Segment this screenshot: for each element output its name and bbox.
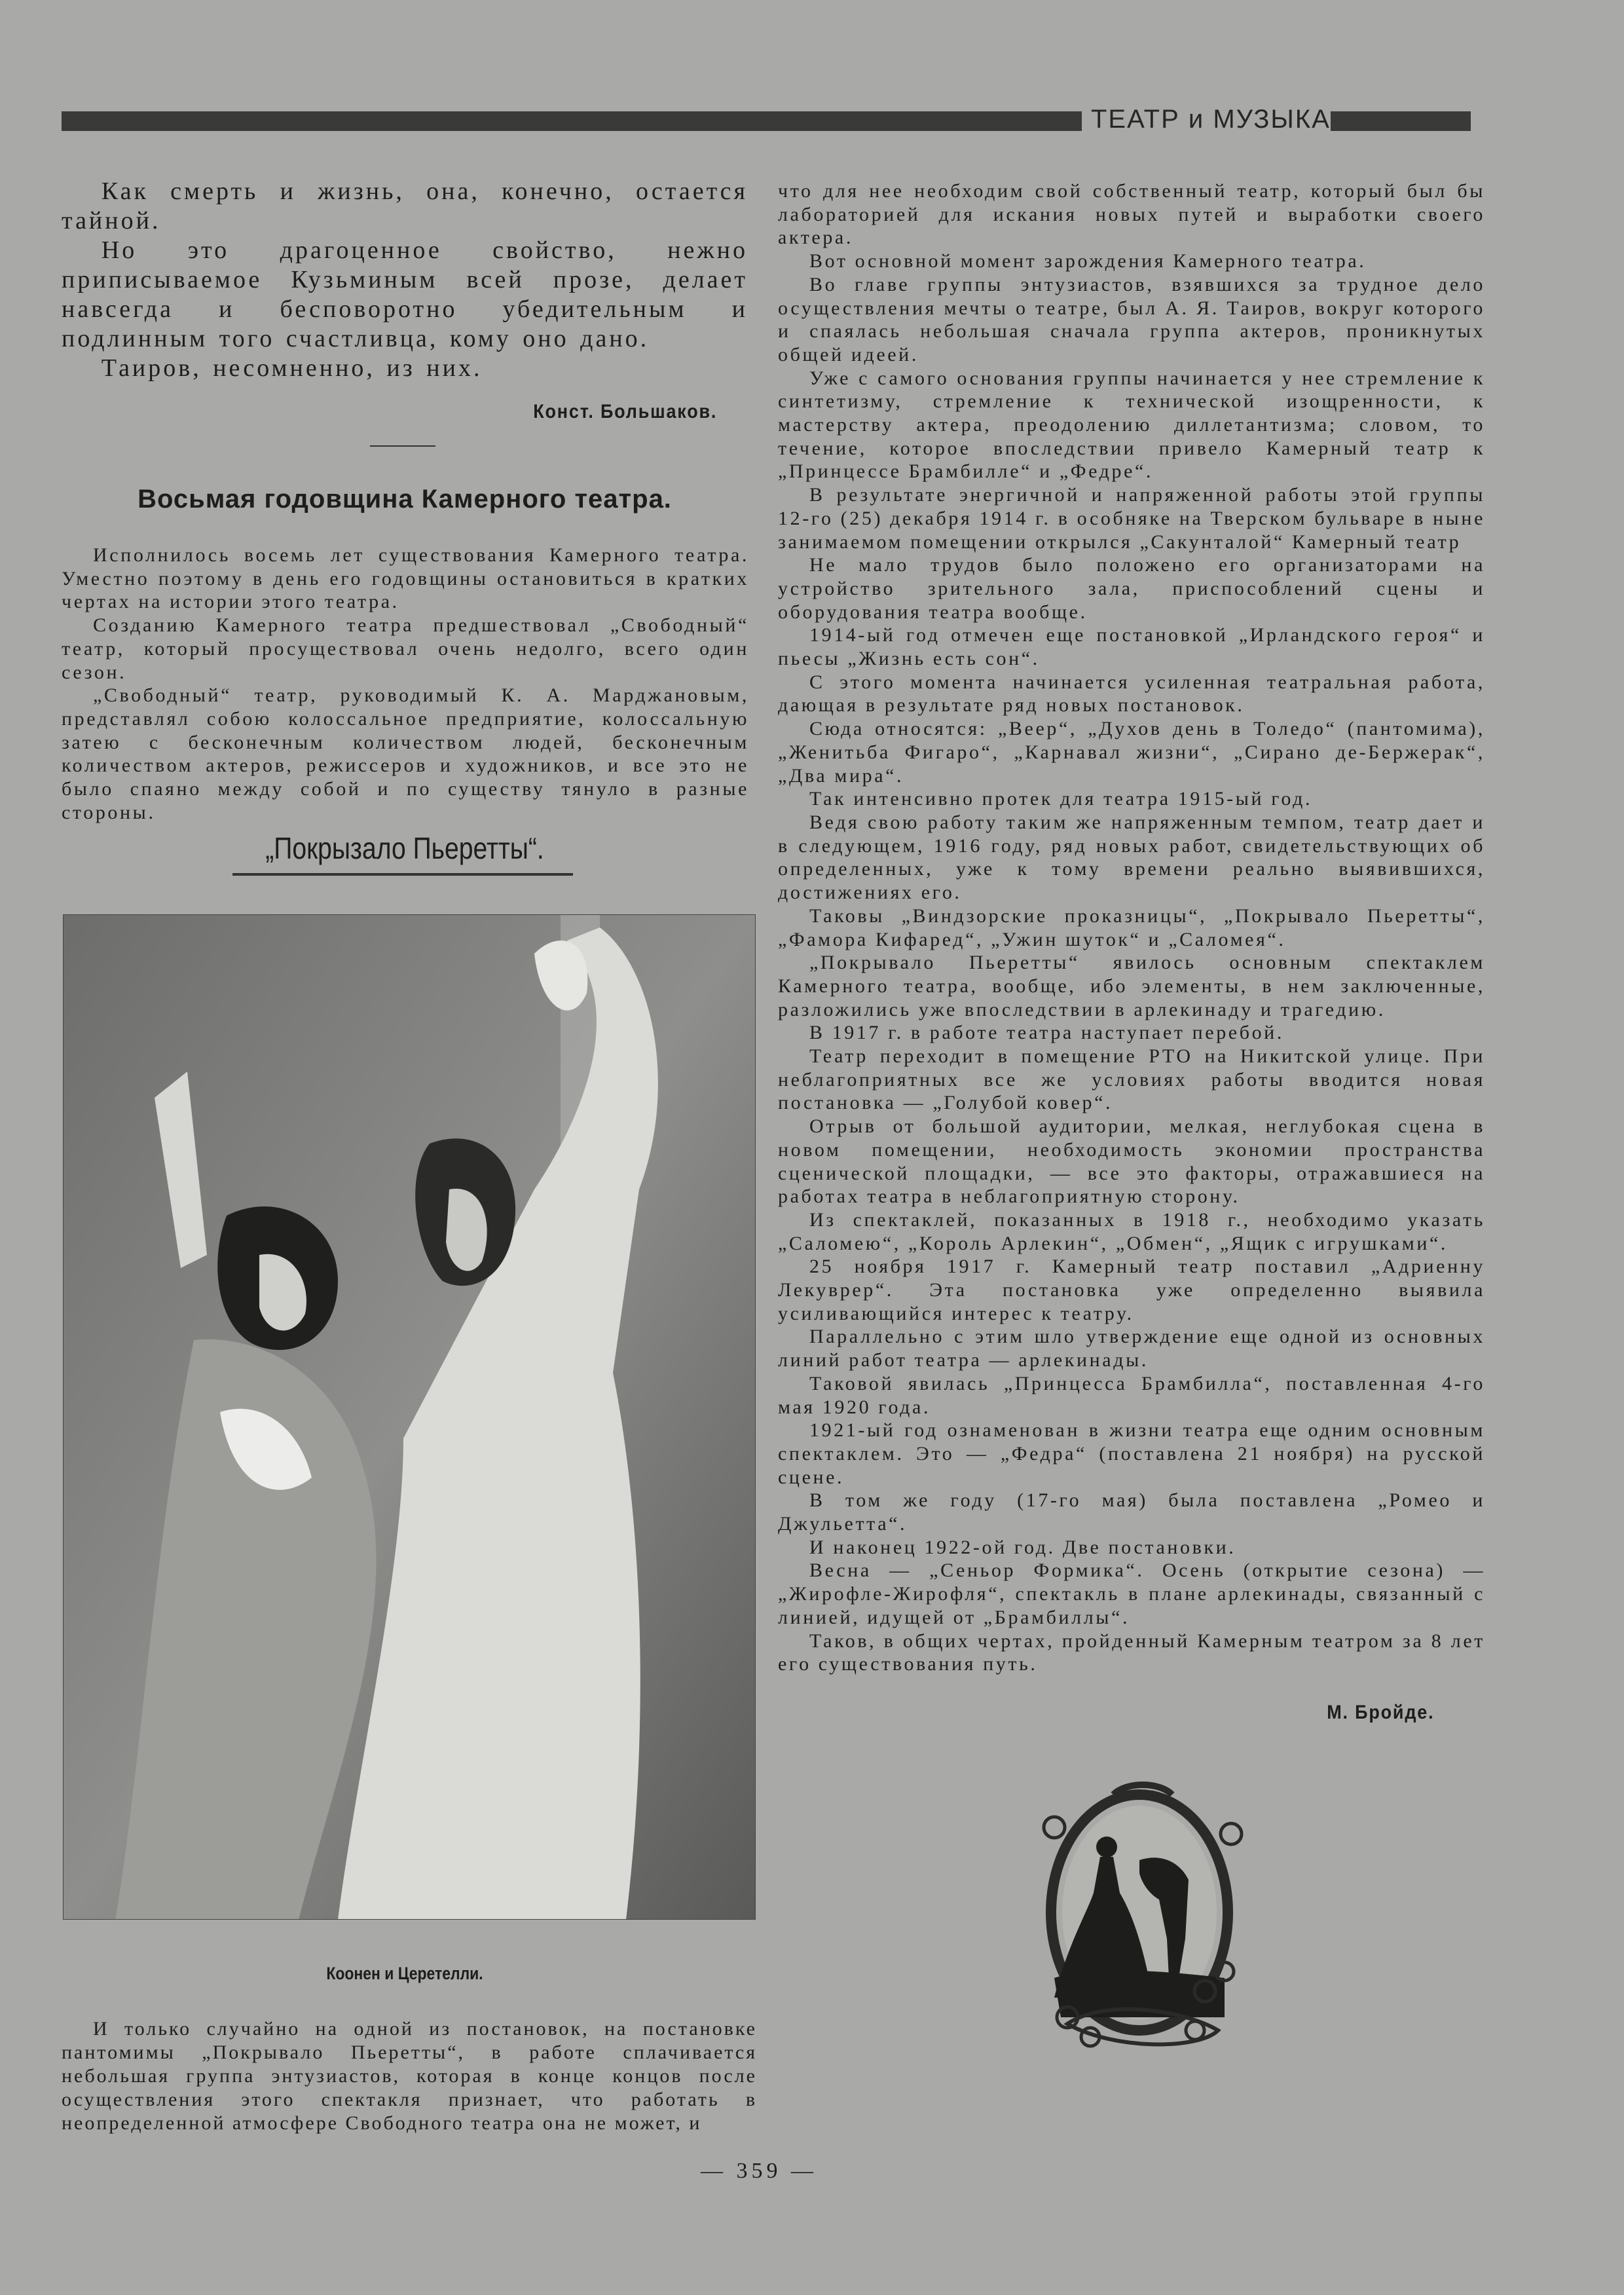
- paragraph: Весна — „Сеньор Формика“. Осень (открытие сезона) — „Жирофле-Жирофля“, спектакль в плане арлекинады, связанный с линией, идущей от „Брамбиллы“.: [778, 1559, 1485, 1628]
- section-title: ТЕАТР и МУЗЫКА: [1091, 105, 1331, 134]
- paragraph: „Свободный“ театр, руководимый К. А. Марджановым, представлял собою колоссальное предприятие, колоссальную затею с бесконечным количеством людей, бесконечным количеством актеров, режиссеров и художников, и все это не было спаяно между собой и по существу тянуло в разные стороны.: [62, 684, 749, 823]
- header-rule-left: [62, 111, 1082, 131]
- paragraph: Таиров, несомненно, из них.: [101, 354, 483, 382]
- photo-heading: „Покрызало Пьеретты“.: [265, 831, 544, 865]
- paragraph: „Покрывало Пьеретты“ явилось основным спектаклем Камерного театра, вообще, ибо элементы, в нем заключенные, разложились уже впоследствии в арлекинаду и трагедию.: [778, 952, 1485, 1020]
- photo-caption: Коонен и Церетелли.: [326, 1964, 483, 1983]
- paragraph: Но это драгоценное свойство, нежно приписываемое Кузьминым всей прозе, делает навсегда и бесповоротно убедительным и подлинным того счастливца, кому оно дано.: [62, 236, 748, 352]
- paragraph: И только случайно на одной из постановок, на постановке пантомимы „Покрывало Пьеретты“, в работе сплачивается небольшая группа энтузиастов, которая в конце концов после осуществления этого спектакля признает, что работать в неопределенной атмосфере Свободного театра она не может, и: [62, 2018, 757, 2134]
- paragraph: Исполнилось восемь лет существования Камерного театра. Уместно поэтому в день его годовщины остановиться в кратких чертах на истории этого театра.: [62, 544, 749, 613]
- article1-author: Конст. Большаков.: [533, 401, 717, 422]
- paragraph: Сюда относятся: „Веер“, „Духов день в Толедо“ (пантомима), „Женитьба Фигаро“, „Карнавал жизни“, „Сирано де-Бержерак“, „Два мира“.: [778, 718, 1485, 787]
- paragraph: Театр переходит в помещение РТО на Никитской улице. При неблагоприятных все же условиях работы вводится новая постановка — „Голубой ковер“.: [778, 1045, 1485, 1114]
- paragraph: Вот основной момент зарождения Камерного театра.: [809, 250, 1367, 272]
- paragraph: что для нее необходим свой собственный театр, который был бы лабораторией для искания новых путей и выработки своего актера.: [778, 180, 1485, 249]
- article1-text: [62, 177, 748, 383]
- paragraph: Ведя свою работу таким же напряженным темпом, театр дает и в следующем, 1916 году, ряд новых работ, свидетельствующих об определенных, уже к тому времени реально выявившихся, достижениях его.: [778, 811, 1485, 904]
- article2-right-text: [778, 179, 1485, 1676]
- article2-author: М. Бройде.: [1326, 1702, 1434, 1723]
- paragraph: Не мало трудов было положено его организаторами на устройство зрительного зала, приспособлений сцены и оборудования театра вообще.: [778, 554, 1485, 623]
- article2-title: Восьмая годовщина Камерного театра.: [138, 485, 672, 513]
- paragraph: Отрыв от большой аудитории, мелкая, неглубокая сцена в новом помещении, необходимость экономии пространства сценической площадки, — все это факторы, отражавшиеся на работах театра в неблагоприятную сторону.: [778, 1115, 1485, 1208]
- paragraph: Параллельно с этим шло утверждение еще одной из основных линий работ театра — арлекинады.: [778, 1326, 1485, 1371]
- paragraph: Таковой явилась „Принцесса Брамбилла“, поставленная 4-го мая 1920 года.: [778, 1372, 1485, 1418]
- paragraph: Как смерть и жизнь, она, конечно, остается тайной.: [62, 177, 748, 234]
- paragraph: Из спектаклей, показанных в 1918 г., необходимо указать „Саломею“, „Король Арлекин“, „Обмен“, „Ящик с игрушками“.: [778, 1208, 1485, 1254]
- paragraph: В том же году (17-го мая) была поставлена „Ромео и Джульетта“.: [778, 1489, 1485, 1535]
- paragraph: 1921-ый год ознаменован в жизни театра еще одним основным спектаклем. Это — „Федра“ (поставлена 21 ноября) на русской сцене.: [778, 1419, 1485, 1488]
- page-number: — 359 —: [701, 2159, 817, 2183]
- photo-heading-underline: [232, 873, 573, 876]
- article2-left-text: [62, 544, 749, 824]
- paragraph: В 1917 г. в работе театра наступает перебой.: [809, 1022, 1284, 1044]
- paragraph: Таков, в общих чертах, пройденный Камерным театром за 8 лет его существования путь.: [778, 1630, 1485, 1675]
- paragraph: 25 ноября 1917 г. Камерный театр поставил „Адриенну Лекуврер“. Эта постановка уже определенно выявила усиливающийся интерес к театру.: [778, 1256, 1485, 1324]
- paragraph: Созданию Камерного театра предшествовал „Свободный“ театр, который просуществовал очень недолго, всего один сезон.: [62, 614, 749, 683]
- article2-bottom-text: [62, 2017, 757, 2135]
- paragraph: Таковы „Виндзорские проказницы“, „Покрывало Пьеретты“, „Фамора Кифаред“, „Ужин шуток“ и „Саломея“.: [778, 905, 1485, 950]
- paragraph: Во главе группы энтузиастов, взявшихся за трудное дело осуществления мечты о театре, был А. Я. Таиров, вокруг которого и спаялась небольшая сначала группа актеров, проникнутых общей идеей.: [778, 273, 1485, 365]
- header-rule-right: [1331, 111, 1471, 131]
- paragraph: Так интенсивно протек для театра 1915-ый год.: [809, 788, 1313, 810]
- paragraph: Уже с самого основания группы начинается у нее стремление к синтетизму, стремление к технической изощренности, к мастерству актера, преодолению диллетантизма; словом, то течение, которое впоследствии привело Камерный театр к „Принцессе Брамбилле“ и „Федре“.: [778, 367, 1485, 483]
- paragraph: С этого момента начинается усиленная театральная работа, дающая в результате ряд новых постановок.: [778, 671, 1485, 717]
- section-divider: [370, 445, 435, 447]
- paragraph: В результате энергичной и напряженной работы этой группы 12-го (25) декабря 1914 г. в особняке на Тверском бульваре в ныне занимаемом помещении открылся „Сакунталой“ Камерный театр: [778, 484, 1485, 553]
- paragraph: 1914-ый год отмечен еще постановкой „Ирландского героя“ и пьесы „Жизнь есть сон“.: [778, 624, 1485, 670]
- paragraph: И наконец 1922-ой год. Две постановки.: [809, 1536, 1236, 1558]
- photo-koonen-tsereteli: [63, 914, 756, 1920]
- silhouette-vignette: [1028, 1782, 1257, 2076]
